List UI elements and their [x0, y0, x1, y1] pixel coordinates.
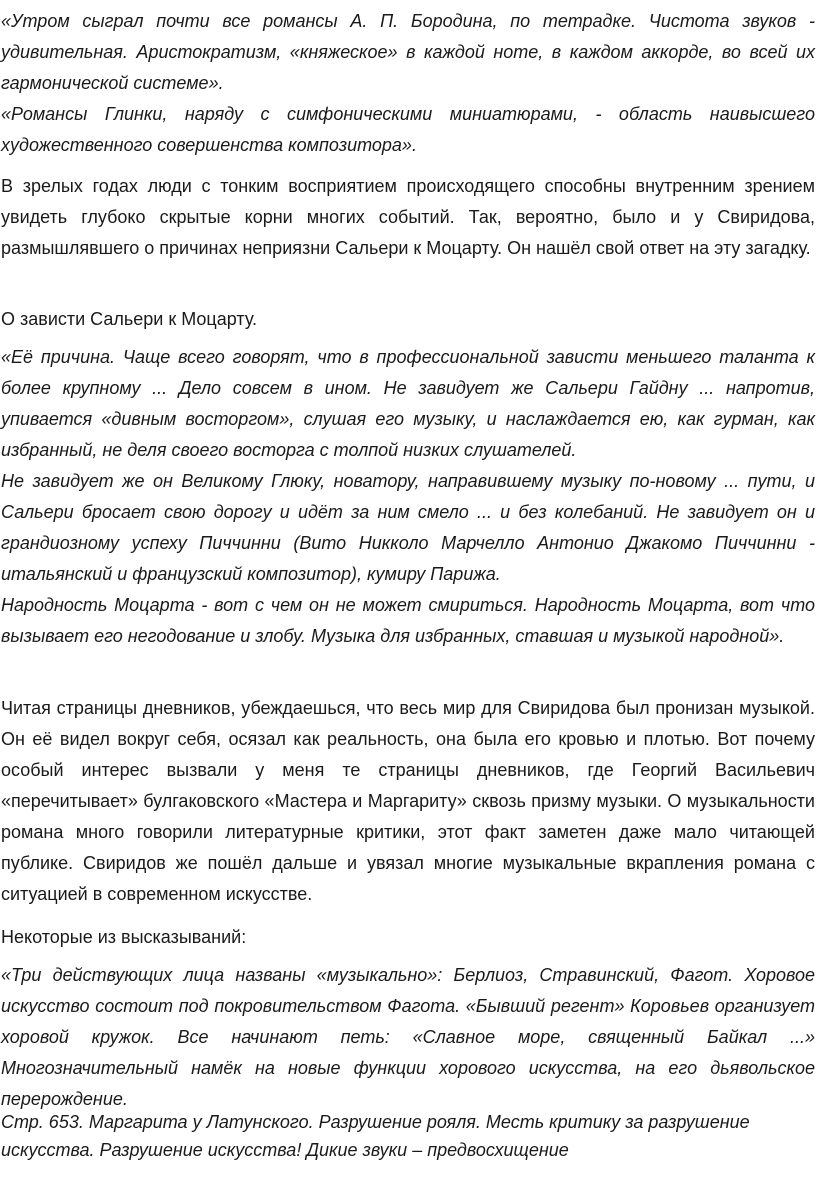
quote-salieri-envy — [1, 342, 815, 652]
paragraph-diaries-music: Читая страницы дневников, убеждаешься, что весь мир для Свиридова был пронизан музыкой. Он её видел вокруг себя, осязал как реальность, она была его кровью и плотью. Вот почему особый интерес вызвали у меня те страницы дневников, где Георгий Васильевич «перечитывает» булгаковского «Мастера и Маргариту» сквозь призму музыки. О музыкальности романа много говорили литературные критики, этот факт заметен даже мало читающей публике. Свиридов же пошёл дальше и увязал многие музыкальные вкрапления романа с ситуацией в современном искусстве. — [1, 698, 815, 904]
quote-salieri-part-1: «Её причина. Чаще всего говорят, что в профессиональной зависти меньшего таланта к более крупному ... Дело совсем в ином. Не завидует же Сальери Гайдну ... напротив, упивается «дивным восторгом», слушая его музыку, и наслаждается ею, как гурман, как избранный, не деля своего восторга с толпой низких слушателей. — [1, 347, 815, 460]
paragraph-some-statements: Некоторые из высказываний: — [1, 927, 247, 947]
quote-borodin-romances: «Утром сыграл почти все романсы А. П. Бородина, по тетрадке. Чистота звуков - удивительная. Аристократизм, «княжеское» в каждой ноте, в каждом аккорде, во всей их гармонической системе». — [1, 11, 815, 93]
quote-page-653: Стр. 653. Маргарита у Латунского. Разрушение рояля. Месть критику за разрушение искусства. Разрушение искусства! Дикие звуки – предвосхищение — [1, 1112, 750, 1160]
quote-glinka-romances: «Романсы Глинки, наряду с симфоническими миниатюрами, - область наивысшего художественного совершенства композитора». — [1, 104, 815, 155]
quote-salieri-part-3: Народность Моцарта - вот с чем он не может смириться. Народность Моцарта, вот что вызывает его негодование и злобу. Музыка для избранных, ставшая и музыкой народной». — [1, 595, 815, 646]
paragraph-sviridov-reflection: В зрелых годах люди с тонким восприятием происходящего способны внутренним зрением увидеть глубоко скрытые корни многих событий. Так, вероятно, было и у Свиридова, размышлявшего о причинах неприязни Сальери к Моцарту. Он нашёл свой ответ на эту загадку. — [1, 176, 815, 258]
paragraph-heading-envy: О зависти Сальери к Моцарту. — [1, 309, 258, 329]
quote-salieri-part-2: Не завидует же он Великому Глюку, новатору, направившему музыку по-новому ... пути, и Сальери бросает свою дорогу и идёт за ним смело ... и без колебаний. Не завидует он и грандиозному успеху Пиччинни (Вито Никколо Марчелло Антонио Джакомо Пиччинни - итальянский и французский композитор), кумиру Парижа. — [1, 471, 815, 584]
quote-master-margarita: «Три действующих лица названы «музыкально»: Берлиоз, Стравинский, Фагот. Хоровое искусство состоит под покровительством Фагота. «Бывший регент» Коровьев организует хоровой кружок. Все начинают петь: «Славное море, священный Байкал ...» Многозначительный намёк на новые функции хорового искусства, на его дьявольское перерождение. — [1, 965, 815, 1109]
